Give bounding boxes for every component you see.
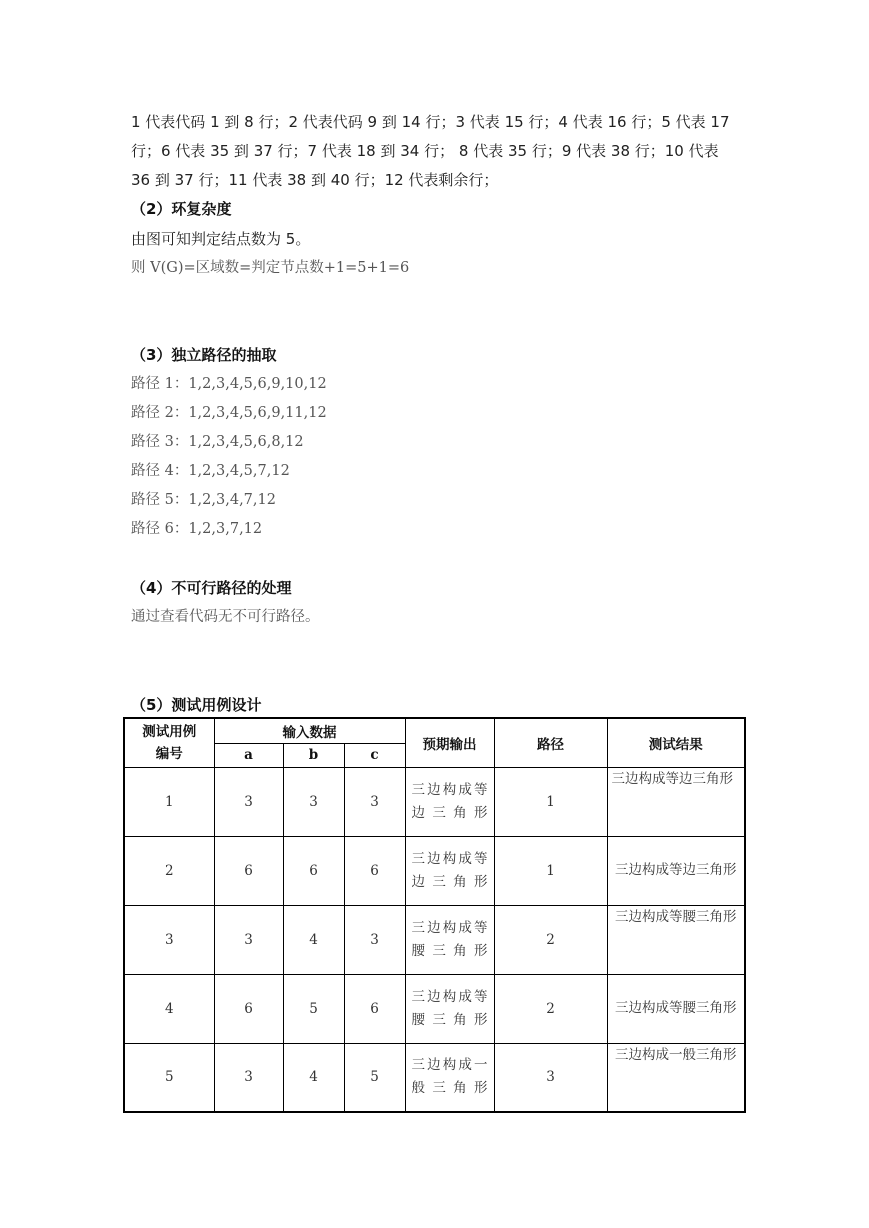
cell-id: 5 (124, 1043, 214, 1112)
cell-expected: 三边构成等边三角形 (405, 767, 494, 836)
path-item: 路径 1：1,2,3,4,5,6,9,10,12 (131, 376, 327, 392)
table-row (124, 905, 745, 974)
path-item: 路径 6：1,2,3,7,12 (131, 521, 263, 537)
cell-result: 三边构成等边三角形 (607, 836, 745, 905)
header-a: a (214, 743, 283, 767)
header-input-data: 输入数据 (214, 718, 405, 743)
cell-id: 1 (124, 767, 214, 836)
cell-a: 3 (214, 767, 283, 836)
header-test-result: 测试结果 (607, 718, 745, 767)
cell-a: 6 (214, 974, 283, 1043)
path-item: 路径 3：1,2,3,4,5,6,8,12 (131, 434, 304, 450)
cell-expected: 三边构成等腰三角形 (405, 905, 494, 974)
cell-c: 5 (344, 1043, 405, 1112)
header-c: c (344, 743, 405, 767)
section4-heading: （4）不可行路径的处理 (131, 579, 292, 597)
cell-expected: 三边构成等腰三角形 (405, 974, 494, 1043)
cell-c: 6 (344, 974, 405, 1043)
cell-id: 4 (124, 974, 214, 1043)
header-case-id-line1: 测试用例 (142, 723, 197, 740)
path-item: 路径 2：1,2,3,4,5,6,9,11,12 (131, 405, 327, 421)
table-row (124, 974, 745, 1043)
cell-b: 5 (283, 974, 344, 1043)
cell-a: 3 (214, 1043, 283, 1112)
cell-result: 三边构成等腰三角形 (607, 905, 745, 974)
cell-result: 三边构成等边三角形 (607, 767, 745, 836)
header-expected-output: 预期输出 (405, 718, 494, 767)
path-item: 路径 5：1,2,3,4,7,12 (131, 492, 276, 508)
table-row (124, 767, 745, 836)
intro-paragraph: 1 代表代码 1 到 8 行；2 代表代码 9 到 14 行；3 代表 15 行；4 代表 16 行；5 代表 17 行；6 代表 35 到 37 行；7 代表 18 到 34 行； 8 代表 35 行；9 代表 38 行；10 代表 36 到 37 行；11 代表 38 到 40 行；12 代表剩余行； (131, 113, 730, 189)
header-case-id (124, 718, 214, 767)
cell-a: 3 (214, 905, 283, 974)
cell-expected: 三边构成等边三角形 (405, 836, 494, 905)
cell-path: 2 (494, 905, 607, 974)
cell-c: 3 (344, 767, 405, 836)
cell-expected: 三边构成一般三角形 (405, 1043, 494, 1112)
cell-b: 6 (283, 836, 344, 905)
table-row (124, 1043, 745, 1112)
section2-heading: （2）环复杂度 (131, 200, 232, 218)
header-case-id-line2: 编号 (155, 745, 183, 762)
cell-c: 6 (344, 836, 405, 905)
header-b: b (283, 743, 344, 767)
section2-line1: 由图可知判定结点数为 5。 (131, 230, 311, 248)
cell-id: 2 (124, 836, 214, 905)
cell-path: 2 (494, 974, 607, 1043)
section5-heading: （5）测试用例设计 (131, 696, 262, 714)
cell-result: 三边构成一般三角形 (607, 1043, 745, 1112)
path-item: 路径 4：1,2,3,4,5,7,12 (131, 463, 290, 479)
cell-a: 6 (214, 836, 283, 905)
section4-line1: 通过查看代码无不可行路径。 (131, 609, 320, 625)
cell-c: 3 (344, 905, 405, 974)
test-case-table (123, 717, 746, 1113)
cell-result: 三边构成等腰三角形 (607, 974, 745, 1043)
cell-path: 3 (494, 1043, 607, 1112)
section2-line2: 则 V(G)=区域数=判定节点数+1=5+1=6 (131, 260, 410, 276)
table-row (124, 836, 745, 905)
section3-heading: （3）独立路径的抽取 (131, 346, 277, 364)
cell-b: 4 (283, 905, 344, 974)
cell-b: 3 (283, 767, 344, 836)
cell-path: 1 (494, 767, 607, 836)
cell-b: 4 (283, 1043, 344, 1112)
cell-path: 1 (494, 836, 607, 905)
cell-id: 3 (124, 905, 214, 974)
header-path: 路径 (494, 718, 607, 767)
